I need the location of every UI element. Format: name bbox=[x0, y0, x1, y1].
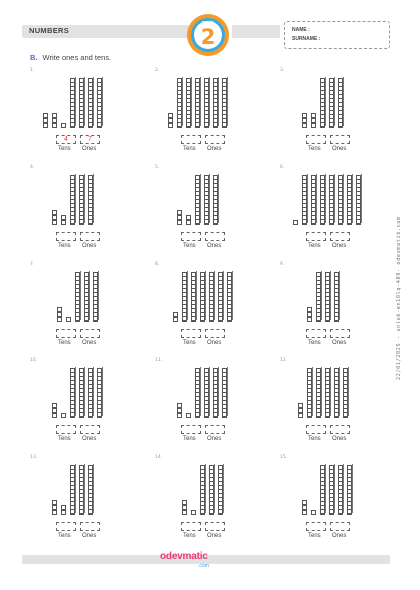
exercise-number: 10. bbox=[30, 358, 38, 363]
ones-answer-box[interactable] bbox=[330, 329, 350, 338]
exercise-number: 12. bbox=[280, 358, 288, 363]
tens-answer-box[interactable] bbox=[56, 425, 76, 434]
footer-logo bbox=[160, 551, 230, 575]
tens-label: Tens bbox=[58, 533, 71, 539]
ten-rod bbox=[356, 175, 361, 225]
ten-rod bbox=[320, 465, 325, 515]
blocks-area bbox=[155, 455, 251, 515]
ten-rod bbox=[218, 465, 223, 515]
exercise-8 bbox=[155, 262, 251, 352]
tens-answer-box[interactable] bbox=[181, 135, 201, 144]
one-cube bbox=[177, 220, 182, 225]
ones-label: Ones bbox=[332, 533, 347, 539]
tens-label: Tens bbox=[58, 340, 71, 346]
ten-rod bbox=[334, 368, 339, 418]
ten-rod bbox=[209, 465, 214, 515]
blocks-area bbox=[155, 68, 251, 128]
ones-answer-box[interactable] bbox=[80, 232, 100, 241]
header-bar-right bbox=[232, 25, 280, 38]
ten-rod bbox=[347, 175, 352, 225]
ten-rod bbox=[177, 78, 182, 128]
one-cube bbox=[302, 123, 307, 128]
side-footer-text: 22/01/2025 - unlok-en10lq-489- odevmatik.com bbox=[396, 216, 402, 380]
one-cube bbox=[52, 118, 57, 123]
ten-rod bbox=[338, 175, 343, 225]
one-cube bbox=[186, 215, 191, 220]
one-cube bbox=[298, 413, 303, 418]
exercise-number: 1. bbox=[30, 68, 35, 73]
ten-rod bbox=[97, 368, 102, 418]
one-cube bbox=[173, 317, 178, 322]
tens-answer-box[interactable] bbox=[306, 135, 326, 144]
ones-label: Ones bbox=[207, 533, 222, 539]
exercise-15 bbox=[280, 455, 376, 545]
blocks-area bbox=[30, 165, 126, 225]
one-cube bbox=[52, 500, 57, 505]
one-cube bbox=[168, 118, 173, 123]
ones-answer-box[interactable] bbox=[80, 522, 100, 531]
surname-label: SURNAME : bbox=[292, 36, 321, 42]
tens-label: Tens bbox=[58, 243, 71, 249]
ten-rod bbox=[70, 465, 75, 515]
one-cube bbox=[293, 220, 298, 225]
one-cube bbox=[52, 123, 57, 128]
header-bar bbox=[22, 25, 197, 38]
ones-answer-box[interactable] bbox=[205, 232, 225, 241]
ten-rod bbox=[191, 272, 196, 322]
one-cube bbox=[298, 408, 303, 413]
one-cube bbox=[61, 510, 66, 515]
tens-answer-box[interactable] bbox=[181, 232, 201, 241]
ten-rod bbox=[204, 368, 209, 418]
one-cube bbox=[177, 215, 182, 220]
one-cube bbox=[52, 113, 57, 118]
exercise-9 bbox=[280, 262, 376, 352]
one-cube bbox=[57, 312, 62, 317]
blocks-area bbox=[30, 455, 126, 515]
tens-label: Tens bbox=[308, 340, 321, 346]
one-cube bbox=[52, 510, 57, 515]
tens-label: Tens bbox=[183, 533, 196, 539]
ten-rod bbox=[222, 78, 227, 128]
ten-rod bbox=[88, 368, 93, 418]
ten-rod bbox=[329, 465, 334, 515]
one-cube bbox=[298, 403, 303, 408]
tens-label: Tens bbox=[308, 436, 321, 442]
ten-rod bbox=[70, 175, 75, 225]
exercise-3 bbox=[280, 68, 376, 158]
one-cube bbox=[302, 505, 307, 510]
tens-answer-box[interactable] bbox=[181, 425, 201, 434]
ones-answer-box[interactable] bbox=[330, 135, 350, 144]
one-cube bbox=[168, 113, 173, 118]
exercise-11 bbox=[155, 358, 251, 448]
ten-rod bbox=[316, 368, 321, 418]
one-cube bbox=[311, 113, 316, 118]
tens-answer-box[interactable] bbox=[306, 232, 326, 241]
one-cube bbox=[52, 408, 57, 413]
exercise-number: 15. bbox=[280, 455, 288, 460]
exercise-number: 3. bbox=[280, 68, 285, 73]
exercise-7 bbox=[30, 262, 126, 352]
exercise-2 bbox=[155, 68, 251, 158]
exercise-number: 13. bbox=[30, 455, 38, 460]
exercise-number: 8. bbox=[155, 262, 160, 267]
one-cube bbox=[52, 413, 57, 418]
ones-label: Ones bbox=[332, 146, 347, 152]
ones-label: Ones bbox=[207, 436, 222, 442]
exercise-number: 11. bbox=[155, 358, 163, 363]
one-cube bbox=[52, 210, 57, 215]
exercise-number: 6. bbox=[280, 165, 285, 170]
tens-answer-box[interactable] bbox=[181, 522, 201, 531]
ten-rod bbox=[329, 175, 334, 225]
one-cube bbox=[307, 312, 312, 317]
blocks-area bbox=[155, 358, 251, 418]
tens-label: Tens bbox=[183, 340, 196, 346]
one-cube bbox=[52, 505, 57, 510]
tens-answer-box[interactable] bbox=[56, 329, 76, 338]
tens-label: Tens bbox=[308, 533, 321, 539]
name-box[interactable] bbox=[284, 21, 390, 49]
ten-rod bbox=[325, 368, 330, 418]
ones-label: Ones bbox=[332, 436, 347, 442]
blocks-area bbox=[280, 455, 376, 515]
ones-label: Ones bbox=[82, 146, 97, 152]
ones-answer-box[interactable] bbox=[205, 329, 225, 338]
ten-rod bbox=[70, 368, 75, 418]
ten-rod bbox=[186, 78, 191, 128]
ten-rod bbox=[307, 368, 312, 418]
ten-rod bbox=[316, 272, 321, 322]
ten-rod bbox=[79, 465, 84, 515]
badge-caption: Grade bbox=[201, 20, 215, 25]
ten-rod bbox=[329, 78, 334, 128]
ten-rod bbox=[347, 465, 352, 515]
ten-rod bbox=[88, 78, 93, 128]
blocks-area bbox=[155, 165, 251, 225]
exercise-14 bbox=[155, 455, 251, 545]
ten-rod bbox=[195, 175, 200, 225]
ones-answer-box[interactable]: 7 bbox=[80, 135, 100, 144]
tens-label: Tens bbox=[308, 243, 321, 249]
ten-rod bbox=[70, 78, 75, 128]
one-cube bbox=[52, 215, 57, 220]
ten-rod bbox=[209, 272, 214, 322]
one-cube bbox=[168, 123, 173, 128]
ten-rod bbox=[338, 78, 343, 128]
ones-answer-box[interactable] bbox=[205, 522, 225, 531]
one-cube bbox=[302, 118, 307, 123]
exercise-number: 14. bbox=[155, 455, 163, 460]
ones-label: Ones bbox=[82, 436, 97, 442]
blocks-area bbox=[280, 262, 376, 322]
one-cube bbox=[177, 413, 182, 418]
ten-rod bbox=[213, 175, 218, 225]
ones-answer-box[interactable] bbox=[80, 425, 100, 434]
ten-rod bbox=[218, 272, 223, 322]
tens-answer-box[interactable] bbox=[306, 329, 326, 338]
one-cube bbox=[182, 510, 187, 515]
blocks-area bbox=[280, 165, 376, 225]
one-cube bbox=[307, 317, 312, 322]
one-cube bbox=[311, 118, 316, 123]
tens-answer-box[interactable] bbox=[306, 425, 326, 434]
exercise-4 bbox=[30, 165, 126, 255]
tens-label: Tens bbox=[308, 146, 321, 152]
ten-rod bbox=[195, 368, 200, 418]
ones-label: Ones bbox=[207, 243, 222, 249]
exercise-number: 9. bbox=[280, 262, 285, 267]
ten-rod bbox=[222, 368, 227, 418]
tens-label: Tens bbox=[58, 436, 71, 442]
tens-answer-box[interactable] bbox=[181, 329, 201, 338]
exercise-12 bbox=[280, 358, 376, 448]
tens-answer-box[interactable] bbox=[56, 522, 76, 531]
ones-label: Ones bbox=[207, 340, 222, 346]
one-cube bbox=[177, 408, 182, 413]
ten-rod bbox=[79, 368, 84, 418]
ten-rod bbox=[338, 465, 343, 515]
ten-rod bbox=[213, 78, 218, 128]
tens-label: Tens bbox=[58, 146, 71, 152]
ten-rod bbox=[204, 175, 209, 225]
grade-badge bbox=[186, 13, 230, 57]
one-cube bbox=[307, 307, 312, 312]
ones-answer-box[interactable] bbox=[205, 425, 225, 434]
blocks-area bbox=[30, 68, 126, 128]
one-cube bbox=[43, 118, 48, 123]
exercise-number: 2. bbox=[155, 68, 160, 73]
ones-label: Ones bbox=[332, 340, 347, 346]
ten-rod bbox=[311, 175, 316, 225]
blocks-area bbox=[280, 358, 376, 418]
ten-rod bbox=[75, 272, 80, 322]
ones-answer-box[interactable] bbox=[80, 329, 100, 338]
one-cube bbox=[61, 220, 66, 225]
one-cube bbox=[52, 220, 57, 225]
exercise-13 bbox=[30, 455, 126, 545]
blocks-area bbox=[30, 262, 126, 322]
one-cube bbox=[311, 510, 316, 515]
ten-rod bbox=[343, 368, 348, 418]
one-cube bbox=[177, 403, 182, 408]
ten-rod bbox=[79, 175, 84, 225]
ones-answer-box[interactable] bbox=[330, 232, 350, 241]
tens-label: Tens bbox=[183, 146, 196, 152]
ones-answer-box[interactable] bbox=[205, 135, 225, 144]
one-cube bbox=[173, 312, 178, 317]
logo-sub: .com bbox=[198, 563, 209, 569]
ones-label: Ones bbox=[82, 533, 97, 539]
page-title: NUMBERS bbox=[29, 26, 70, 35]
ten-rod bbox=[182, 272, 187, 322]
tens-label: Tens bbox=[183, 243, 196, 249]
one-cube bbox=[61, 505, 66, 510]
tens-label: Tens bbox=[183, 436, 196, 442]
exercise-number: 7. bbox=[30, 262, 35, 267]
ten-rod bbox=[84, 272, 89, 322]
instruction-letter: B. bbox=[30, 53, 38, 62]
badge-number: 2 bbox=[200, 25, 216, 49]
ten-rod bbox=[302, 175, 307, 225]
one-cube bbox=[61, 215, 66, 220]
ten-rod bbox=[200, 272, 205, 322]
one-cube bbox=[182, 500, 187, 505]
instruction bbox=[30, 53, 111, 62]
tens-answer-box[interactable] bbox=[56, 232, 76, 241]
ones-answer-box[interactable] bbox=[330, 425, 350, 434]
ten-rod bbox=[88, 465, 93, 515]
ten-rod bbox=[325, 272, 330, 322]
one-cube bbox=[302, 510, 307, 515]
one-cube bbox=[182, 505, 187, 510]
one-cube bbox=[302, 500, 307, 505]
blocks-area bbox=[280, 68, 376, 128]
one-cube bbox=[43, 113, 48, 118]
blocks-area bbox=[155, 262, 251, 322]
ten-rod bbox=[88, 175, 93, 225]
ten-rod bbox=[213, 368, 218, 418]
ones-label: Ones bbox=[82, 243, 97, 249]
one-cube bbox=[57, 317, 62, 322]
ten-rod bbox=[320, 175, 325, 225]
one-cube bbox=[61, 123, 66, 128]
ones-label: Ones bbox=[207, 146, 222, 152]
exercise-5 bbox=[155, 165, 251, 255]
one-cube bbox=[61, 413, 66, 418]
name-label: NAME : bbox=[292, 27, 310, 33]
logo-main: odevmatic bbox=[160, 551, 208, 562]
one-cube bbox=[57, 307, 62, 312]
one-cube bbox=[66, 317, 71, 322]
one-cube bbox=[311, 123, 316, 128]
ten-rod bbox=[227, 272, 232, 322]
one-cube bbox=[52, 403, 57, 408]
one-cube bbox=[186, 413, 191, 418]
instruction-text: Write ones and tens. bbox=[42, 53, 112, 62]
ten-rod bbox=[320, 78, 325, 128]
exercise-number: 4. bbox=[30, 165, 35, 170]
exercise-1 bbox=[30, 68, 126, 158]
exercise-number: 5. bbox=[155, 165, 160, 170]
ones-label: Ones bbox=[332, 243, 347, 249]
ten-rod bbox=[79, 78, 84, 128]
one-cube bbox=[191, 510, 196, 515]
blocks-area bbox=[30, 358, 126, 418]
ones-label: Ones bbox=[82, 340, 97, 346]
tens-answer-box[interactable]: 4 bbox=[56, 135, 76, 144]
ten-rod bbox=[204, 78, 209, 128]
ten-rod bbox=[97, 78, 102, 128]
ten-rod bbox=[334, 272, 339, 322]
one-cube bbox=[186, 220, 191, 225]
ones-answer-box[interactable] bbox=[330, 522, 350, 531]
one-cube bbox=[43, 123, 48, 128]
exercise-10 bbox=[30, 358, 126, 448]
one-cube bbox=[302, 113, 307, 118]
exercise-6 bbox=[280, 165, 376, 255]
ten-rod bbox=[195, 78, 200, 128]
one-cube bbox=[177, 210, 182, 215]
ten-rod bbox=[93, 272, 98, 322]
tens-answer-box[interactable] bbox=[306, 522, 326, 531]
ten-rod bbox=[200, 465, 205, 515]
